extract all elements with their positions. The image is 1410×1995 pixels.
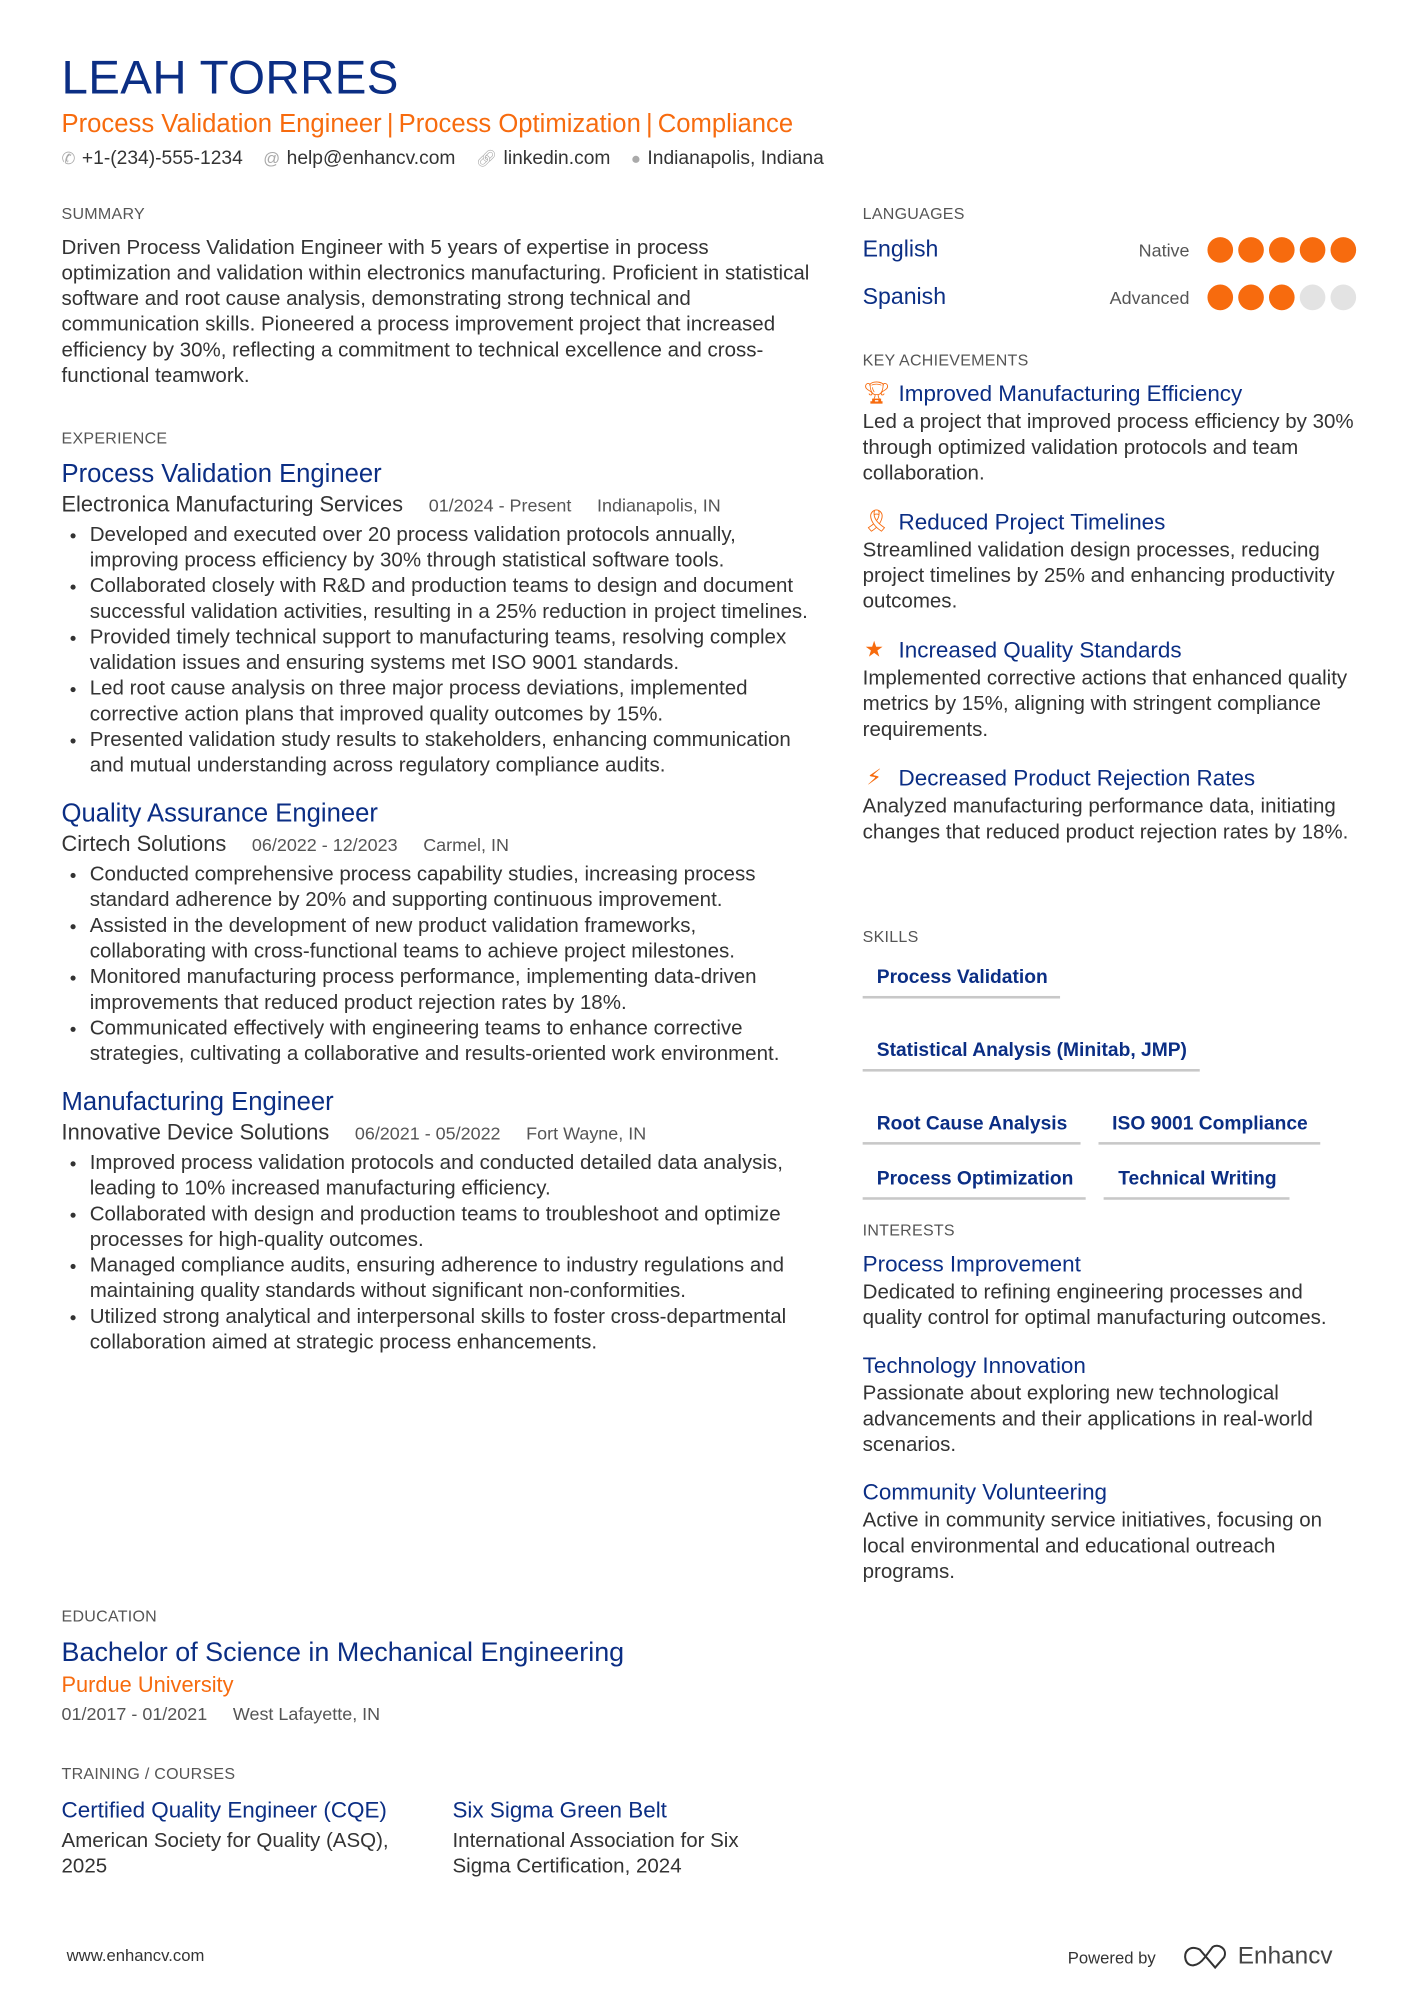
linkedin-text[interactable]: linkedin.com xyxy=(503,147,611,170)
skill-tag: ISO 9001 Compliance xyxy=(1098,1107,1320,1144)
interests-section xyxy=(863,1222,1363,1603)
enhancv-logo-icon xyxy=(1181,1944,1230,1970)
bullet-item: • Collaborated closely with R&D and production teams to design and document successful validation activities, resulting in a 25% reduction in project timelines. xyxy=(90,574,812,625)
job-bullets xyxy=(62,863,812,1068)
location-pin-icon: ● xyxy=(630,148,642,168)
language-row xyxy=(863,226,1356,273)
section-heading: EXPERIENCE xyxy=(61,429,168,448)
interest-title: Process Improvement xyxy=(862,1251,1081,1277)
company-name: Electronica Manufacturing Services xyxy=(61,492,404,517)
contact-bar xyxy=(62,147,824,169)
footer-website[interactable]: www.enhancv.com xyxy=(66,1945,205,1965)
job-entry xyxy=(62,1086,812,1356)
brand-name: Enhancv xyxy=(1237,1943,1333,1971)
language-row xyxy=(863,273,1356,320)
bullet-item: • Managed compliance audits, ensuring adherence to industry regulations and maintaining quality standards without significant non-conformities. xyxy=(90,1254,812,1305)
skills-section xyxy=(863,928,1363,1200)
job-meta xyxy=(62,831,812,859)
achievement-text: Implemented corrective actions that enhanced quality metrics by 15%, aligning with stringent compliance requirements. xyxy=(862,667,1348,741)
section-heading: KEY ACHIEVEMENTS xyxy=(862,351,1029,370)
job-meta xyxy=(62,491,812,519)
achievement-title: Decreased Product Rejection Rates xyxy=(898,765,1256,791)
separator: | xyxy=(645,110,653,139)
enhancv-logo xyxy=(1181,1943,1332,1971)
contact-email[interactable] xyxy=(263,147,455,169)
bullet-item: • Improved process validation protocols and conducted detailed data analysis, leading to 10% increased manufacturing efficiency. xyxy=(90,1151,812,1202)
job-dates: 01/2024 - Present xyxy=(428,494,572,516)
job-meta xyxy=(62,1119,812,1147)
bullet-item: • Assisted in the development of new product validation frameworks, collaborating with cross-functional teams to achieve project milestones. xyxy=(90,914,812,965)
skill-tag: Process Validation xyxy=(863,961,1061,998)
section-heading: SUMMARY xyxy=(61,205,145,224)
bullet-item: • Conducted comprehensive process capability studies, increasing process standard adherence by 20% and supporting continuous improvement. xyxy=(90,863,812,914)
job-title: Quality Assurance Engineer xyxy=(61,799,378,829)
bullet-item: • Collaborated with design and production teams to troubleshoot and optimize processes for high-quality outcomes. xyxy=(90,1202,812,1253)
section-heading: SKILLS xyxy=(862,928,919,946)
skill-tag: Technical Writing xyxy=(1104,1163,1289,1200)
training-section xyxy=(62,1765,812,1880)
interest-item xyxy=(863,1348,1363,1458)
interest-item xyxy=(863,1247,1363,1332)
summary-section xyxy=(62,205,812,390)
dot-filled xyxy=(1331,236,1357,262)
achievement-text: Analyzed manufacturing performance data, initiating changes that reduced product rejection rates by 18%. xyxy=(862,795,1349,844)
skill-tag: Statistical Analysis (Minitab, JMP) xyxy=(863,1034,1200,1071)
achievement-header xyxy=(863,633,1363,666)
training-detail: International Association for Six Sigma Certification, 2024 xyxy=(452,1830,739,1878)
section-heading: INTERESTS xyxy=(862,1221,955,1240)
dot-empty xyxy=(1331,284,1357,310)
star-icon: ★ xyxy=(864,637,884,662)
degree: Bachelor of Science in Mechanical Engineering xyxy=(61,1638,625,1668)
medal-icon: 🎗︎ xyxy=(862,508,891,534)
achievement-header xyxy=(863,505,1363,538)
job-entry xyxy=(62,797,812,1067)
achievement-text: Led a project that improved process efficiency by 30% through optimized validation protocols and team collaboration. xyxy=(862,411,1354,485)
candidate-name: LEAH TORRES xyxy=(61,51,399,104)
achievement-item xyxy=(863,377,1363,487)
footer-branding xyxy=(1068,1943,1333,1971)
at-icon: @ xyxy=(263,148,281,168)
education-dates: 01/2017 - 01/2021 xyxy=(61,1703,208,1725)
job-location: Fort Wayne, IN xyxy=(526,1122,647,1144)
languages-section xyxy=(863,205,1356,320)
powered-by-text: Powered by xyxy=(1067,1947,1156,1967)
location-text: Indianapolis, Indiana xyxy=(647,147,824,170)
link-icon: 🔗︎ xyxy=(475,148,498,168)
lightning-icon: ⚡︎ xyxy=(866,765,882,790)
dot-filled xyxy=(1238,284,1264,310)
bullet-item: • Led root cause analysis on three major process deviations, implemented corrective action plans that improved quality outcomes by 15%. xyxy=(90,677,812,728)
job-dates: 06/2021 - 05/2022 xyxy=(354,1122,501,1144)
job-title: Process Validation Engineer xyxy=(61,460,382,489)
headline-part: Process Optimization xyxy=(398,110,641,139)
dot-empty xyxy=(1300,284,1326,310)
experience-section xyxy=(62,429,812,1374)
achievement-title: Improved Manufacturing Efficiency xyxy=(898,380,1243,407)
interest-text: Active in community service initiatives, focusing on local environmental and educational outreach programs. xyxy=(862,1509,1323,1584)
achievement-header xyxy=(863,377,1363,410)
education-location: West Lafayette, IN xyxy=(232,1703,381,1725)
training-title: Six Sigma Green Belt xyxy=(452,1797,667,1823)
company-name: Innovative Device Solutions xyxy=(61,1120,330,1145)
summary-text: Driven Process Validation Engineer with 5 years of expertise in process optimization and validation within electronics manufacturing. Proficient in statistical software and root cause analysis, demonstrating strong technical and communication skills. Pioneered a process improvement project that increased efficiency by 30%, reflecting a commitment to technical excellence and cross-functional teamwork. xyxy=(61,237,810,388)
dot-filled xyxy=(1238,236,1264,262)
training-item xyxy=(452,1793,785,1880)
dot-filled xyxy=(1269,284,1295,310)
bullet-item: • Monitored manufacturing process performance, implementing data-driven improvements that reduced product rejection rates by 18%. xyxy=(90,965,812,1016)
section-heading: LANGUAGES xyxy=(862,205,965,224)
dot-filled xyxy=(1207,236,1233,262)
education-section xyxy=(62,1607,812,1731)
job-bullets xyxy=(62,1151,812,1356)
training-detail: American Society for Quality (ASQ), 2025 xyxy=(61,1830,389,1878)
job-location: Indianapolis, IN xyxy=(597,494,721,516)
training-item xyxy=(62,1793,395,1880)
bullet-item: • Provided timely technical support to manufacturing teams, resolving complex validation issues and ensuring systems met ISO 9001 standards. xyxy=(90,626,812,677)
bullet-item: • Presented validation study results to stakeholders, enhancing communication and mutual understanding across regulatory compliance audits. xyxy=(90,728,812,779)
job-location: Carmel, IN xyxy=(423,834,509,855)
job-entry xyxy=(62,458,812,780)
training-title: Certified Quality Engineer (CQE) xyxy=(61,1797,387,1823)
achievement-item xyxy=(863,505,1363,615)
education-meta xyxy=(62,1700,812,1728)
dot-filled xyxy=(1207,284,1233,310)
language-name: Spanish xyxy=(862,283,947,309)
headline xyxy=(62,110,794,139)
bullet-item: • Communicated effectively with engineering teams to enhance corrective strategies, cultivating a collaborative and results-oriented work environment. xyxy=(90,1016,812,1067)
contact-location xyxy=(631,147,824,169)
achievement-text: Streamlined validation design processes, reducing project timelines by 25% and enhancing productivity outcomes. xyxy=(862,539,1335,613)
phone-text: +1-(234)-555-1234 xyxy=(81,147,243,170)
company-name: Cirtech Solutions xyxy=(61,831,227,857)
language-level: Advanced xyxy=(1109,286,1190,307)
interest-text: Dedicated to refining engineering processes and quality control for optimal manufacturing outcomes. xyxy=(862,1281,1327,1330)
achievement-title: Reduced Project Timelines xyxy=(898,508,1166,535)
section-heading: TRAINING / COURSES xyxy=(61,1765,236,1783)
achievement-header xyxy=(863,761,1363,794)
job-bullets xyxy=(62,523,812,779)
bullet-item: • Utilized strong analytical and interpersonal skills to foster cross-departmental collaboration aimed at strategic process enhancements. xyxy=(90,1305,812,1356)
job-title: Manufacturing Engineer xyxy=(61,1088,334,1117)
achievement-item xyxy=(863,761,1363,846)
interest-text: Passionate about exploring new technological advancements and their applications in real-world scenarios. xyxy=(862,1383,1313,1457)
contact-linkedin[interactable] xyxy=(476,147,610,169)
interest-title: Community Volunteering xyxy=(862,1479,1108,1505)
dot-filled xyxy=(1269,236,1295,262)
language-name: English xyxy=(862,235,939,262)
skill-tag: Process Optimization xyxy=(863,1163,1087,1200)
bullet-item: • Developed and executed over 20 process validation protocols annually, improving process efficiency by 30% through statistical software tools. xyxy=(90,523,812,574)
achievements-section xyxy=(863,351,1363,864)
email-text[interactable]: help@enhancv.com xyxy=(286,147,456,170)
contact-phone xyxy=(62,147,243,169)
job-dates: 06/2022 - 12/2023 xyxy=(251,834,398,855)
interest-item xyxy=(863,1475,1363,1585)
phone-icon: ✆ xyxy=(61,148,76,168)
separator: | xyxy=(386,110,394,139)
headline-part: Compliance xyxy=(657,110,794,139)
language-level: Native xyxy=(1138,239,1190,260)
dot-filled xyxy=(1300,236,1326,262)
headline-part: Process Validation Engineer xyxy=(61,110,382,139)
proficiency-dots xyxy=(1207,284,1356,310)
achievement-item xyxy=(863,633,1363,743)
section-heading: EDUCATION xyxy=(61,1607,158,1626)
proficiency-dots xyxy=(1207,236,1356,262)
achievement-title: Increased Quality Standards xyxy=(898,637,1182,663)
interest-title: Technology Innovation xyxy=(862,1352,1086,1378)
skill-tag: Root Cause Analysis xyxy=(863,1107,1080,1144)
trophy-icon: 🏆︎ xyxy=(862,380,891,406)
school: Purdue University xyxy=(61,1672,234,1698)
